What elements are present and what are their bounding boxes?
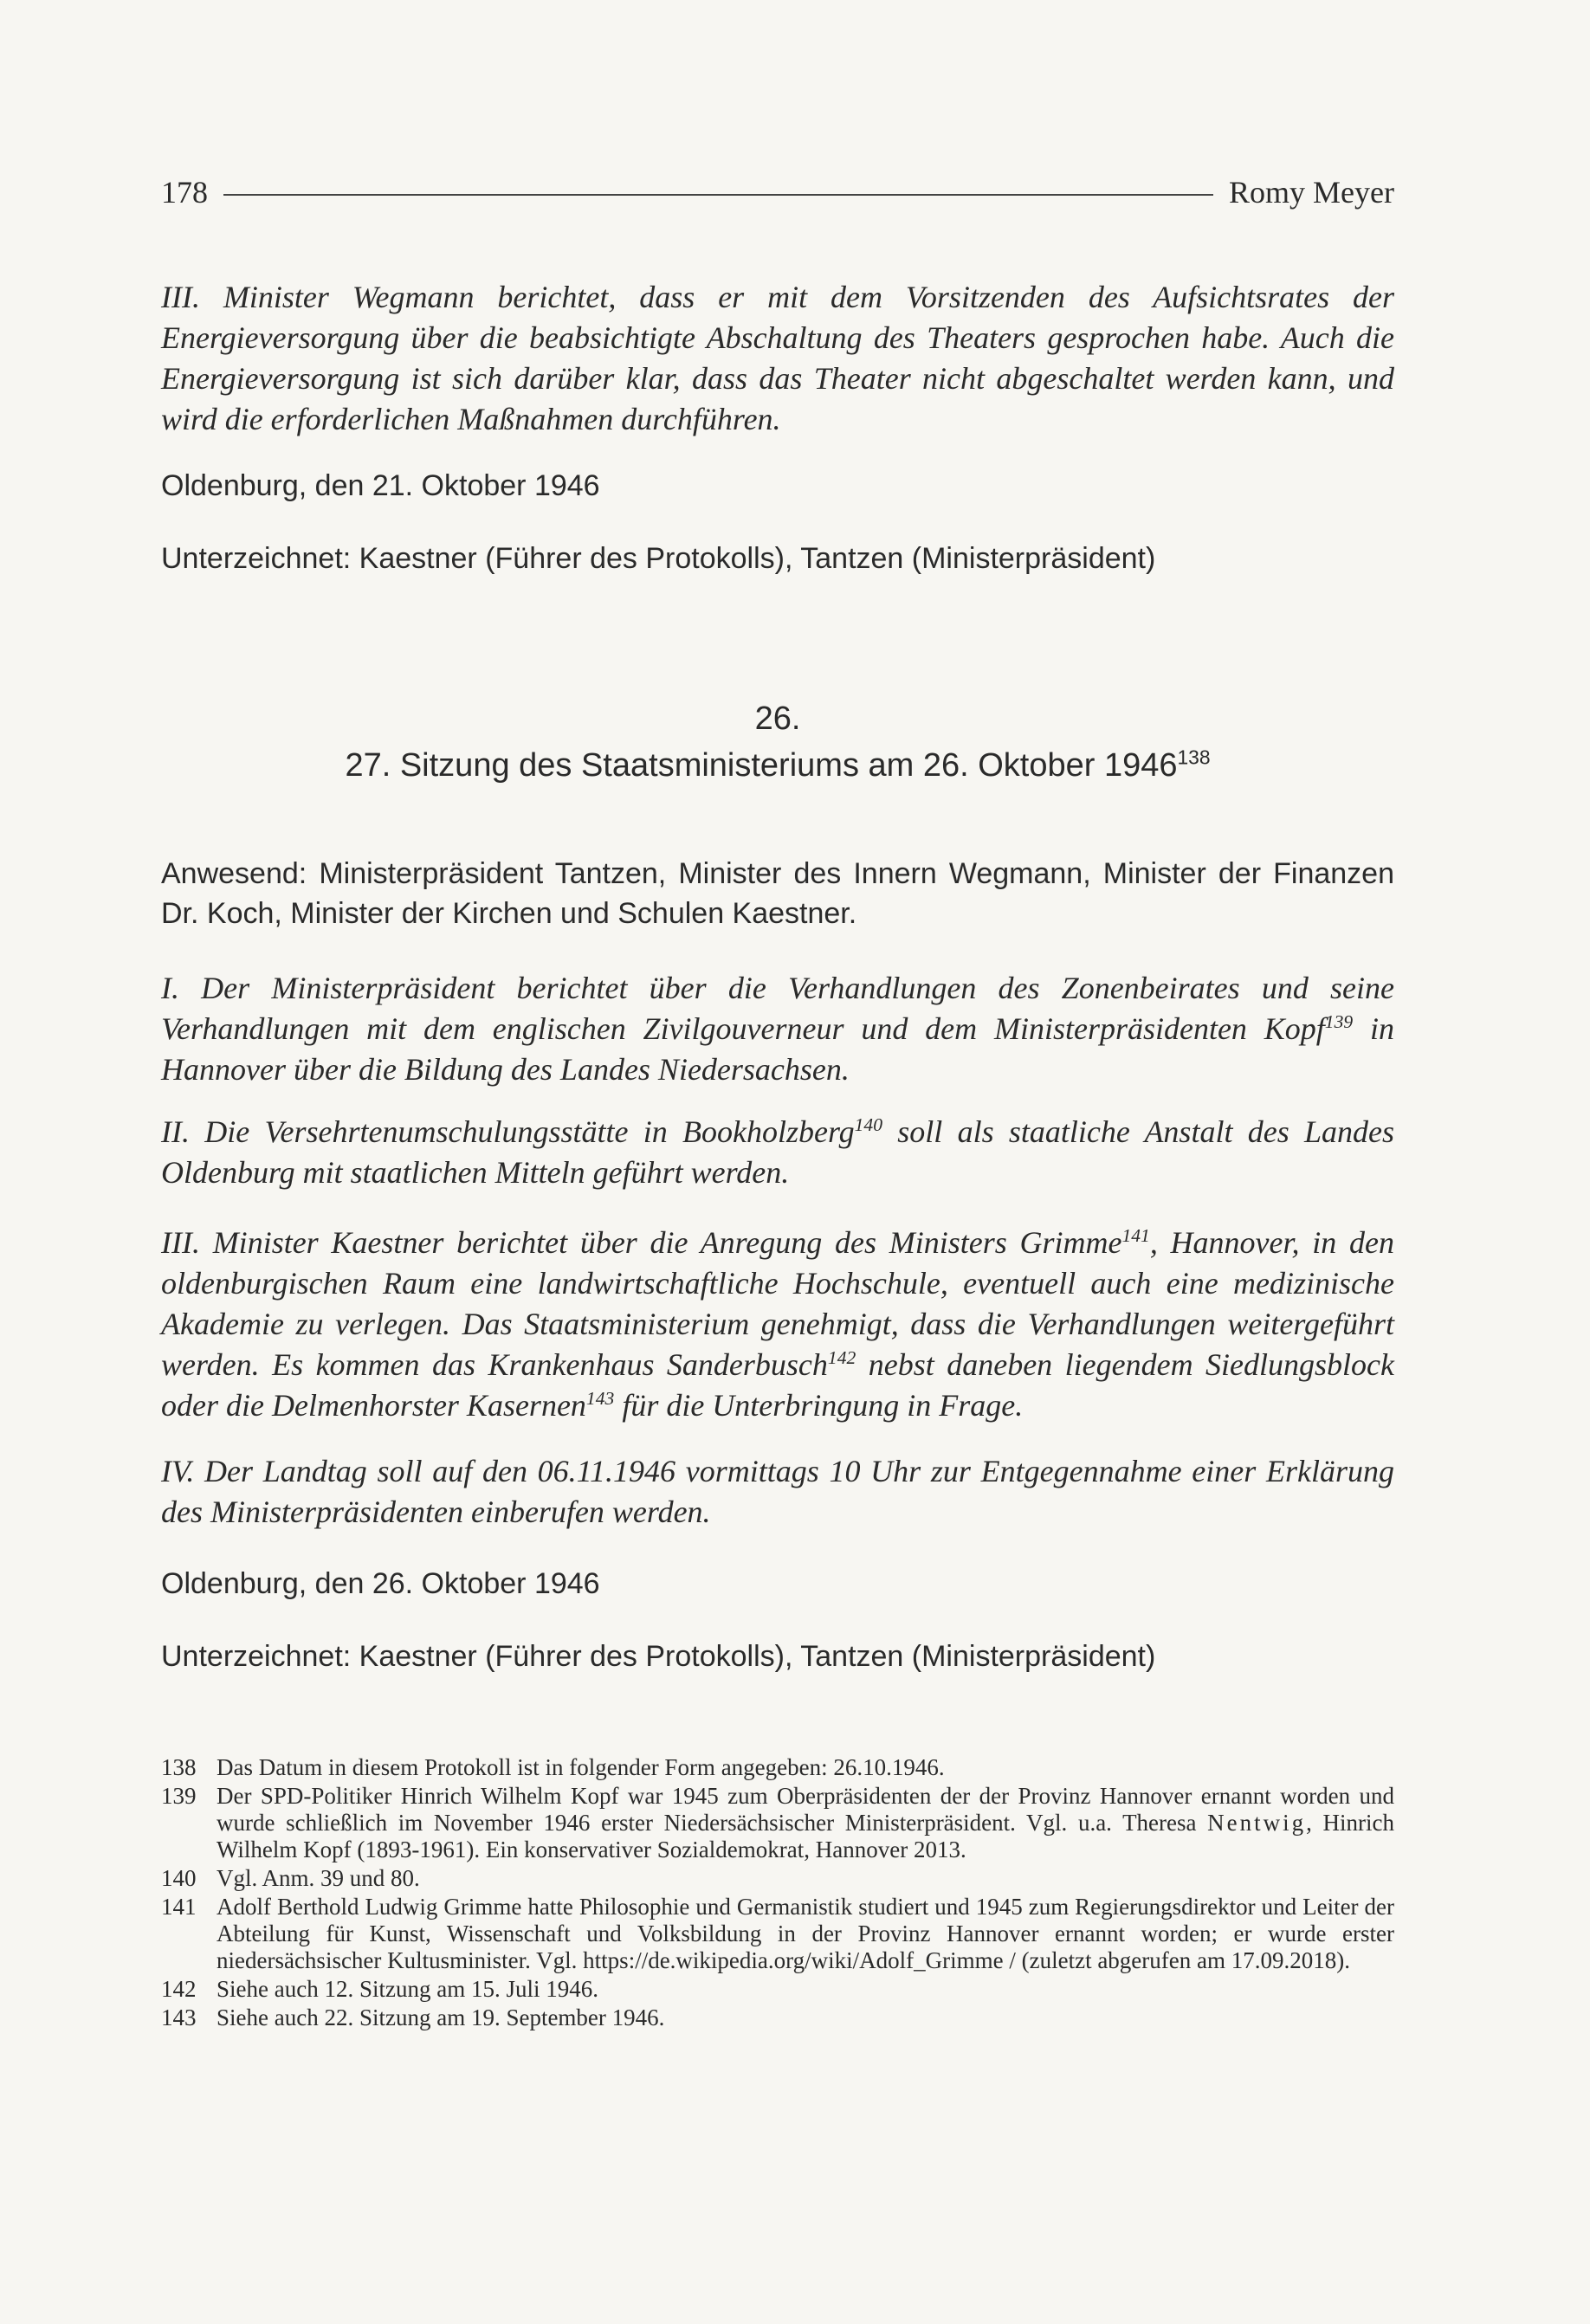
prev-item-iii (161, 277, 1394, 440)
item-iii: III. Minister Kaestner berichtet über die Anregung des Ministers Grimme$^{141}$, Hannover, in den oldenburgischen Raum eine landwirtschaftliche Hochschule, eventuell auch eine medizinische Akademie zu verlegen. Das Staatsministerium genehmigt, dass die Verhandlungen weitergeführt werden. Es kommen das Krankenhaus Sanderbusch$^{142}$ nebst daneben liegendem Siedlungsblock oder die Delmenhorster Kasernen$^{143}$ für die Unterbringung in Frage. (161, 1225, 1394, 1423)
header-author: Romy Meyer (1229, 175, 1394, 210)
item-i: I. Der Ministerpräsident berichtet über die Verhandlungen des Zonenbeirates und seine Verhandlungen mit dem englischen Zivilgouverneur und dem Ministerpräsidenten Kopf$^{139}$ in Hannover über die Bildung des Landes Niedersachsen. (161, 971, 1394, 1087)
footnote-ref-140: 140 (854, 1114, 883, 1135)
footnote-139: 139 Der SPD-Politiker Hinrich Wilhelm Kopf war 1945 zum Oberpräsidenten der der Provinz Hannover ernannt worden und wurde schließlich im November 1946 erster Niedersächsischer Ministerpräsident. Vgl. u.a. Theresa Nentwig, Hinrich Wilhelm Kopf (1893-1961). Ein konservativer Sozialdemokrat, Hannover 2013. (161, 1783, 1394, 1862)
footnotes (161, 1754, 1394, 2033)
section-title: 27. Sitzung des Staatsministeriums am 26. Oktober 1946$^{138}$ (345, 746, 1211, 784)
prev-item-iii-text: III. Minister Wegmann berichtet, dass er mit dem Vorsitzenden des Aufsichtsrates der Energieversorgung über die beabsichtigte Abschaltung des Theaters gesprochen habe. Auch die Energieversorgung ist sich darüber klar, dass das Theater nicht abgeschaltet werden kann, und wird die erforderlichen Maßnahmen durchführen. (161, 280, 1394, 436)
footnote-142: 142 Siehe auch 12. Sitzung am 15. Juli 1946. (161, 1976, 598, 2002)
footnote-140: 140 Vgl. Anm. 39 und 80. (161, 1865, 420, 1891)
item-ii: II. Die Versehrtenumschulungsstätte in Bookholzberg$^{140}$ soll als staatliche Anstalt des Landes Oldenburg mit staatlichen Mitteln geführt werden. (161, 1114, 1394, 1190)
running-header (161, 170, 1394, 215)
footnote-ref-143: 143 (585, 1388, 615, 1409)
footnote-141: 141 Adolf Berthold Ludwig Grimme hatte Philosophie und Germanistik studiert und 1945 zum Regierungsdirektor und Leiter der Abteilung für Kunst, Wissenschaft und Volksbildung in der Provinz Hannover ernannt worden; er wurde erster niedersächsischer Kultusminister. Vgl. https://de.wikipedia.org/wiki/Adolf_Grimme / (zuletzt abgerufen am 17.09.2018). (161, 1894, 1394, 1973)
place-date: Oldenburg, den 26. Oktober 1946 (161, 1567, 600, 1600)
section-number: 26. (754, 700, 801, 737)
footnote-ref-139: 139 (1324, 1011, 1354, 1032)
footnote-ref-142: 142 (827, 1347, 856, 1368)
header-rule (223, 194, 1213, 196)
prev-signed: Unterzeichnet: Kaestner (Führer des Protokolls), Tantzen (Ministerpräsident) (161, 542, 1156, 575)
item-iv: IV. Der Landtag soll auf den 06.11.1946 vormittags 10 Uhr zur Entgegennahme einer Erklärung des Ministerpräsidenten einberufen werden. (161, 1454, 1394, 1529)
page-number: 178 (161, 175, 208, 210)
footnote-138: 138 Das Datum in diesem Protokoll ist in folgender Form angegeben: 26.10.1946. (161, 1754, 945, 1780)
footnote-ref-141: 141 (1121, 1225, 1150, 1246)
present-list: Anwesend: Ministerpräsident Tantzen, Minister des Innern Wegmann, Minister der Finanzen Dr. Koch, Minister der Kirchen und Schulen Kaestner. (161, 857, 1394, 930)
footnote-143: 143 Siehe auch 22. Sitzung am 19. September 1946. (161, 2004, 665, 2030)
footnote-ref-138: 138 (1177, 746, 1211, 769)
signed: Unterzeichnet: Kaestner (Führer des Protokolls), Tantzen (Ministerpräsident) (161, 1640, 1156, 1673)
prev-place-date: Oldenburg, den 21. Oktober 1946 (161, 469, 600, 502)
